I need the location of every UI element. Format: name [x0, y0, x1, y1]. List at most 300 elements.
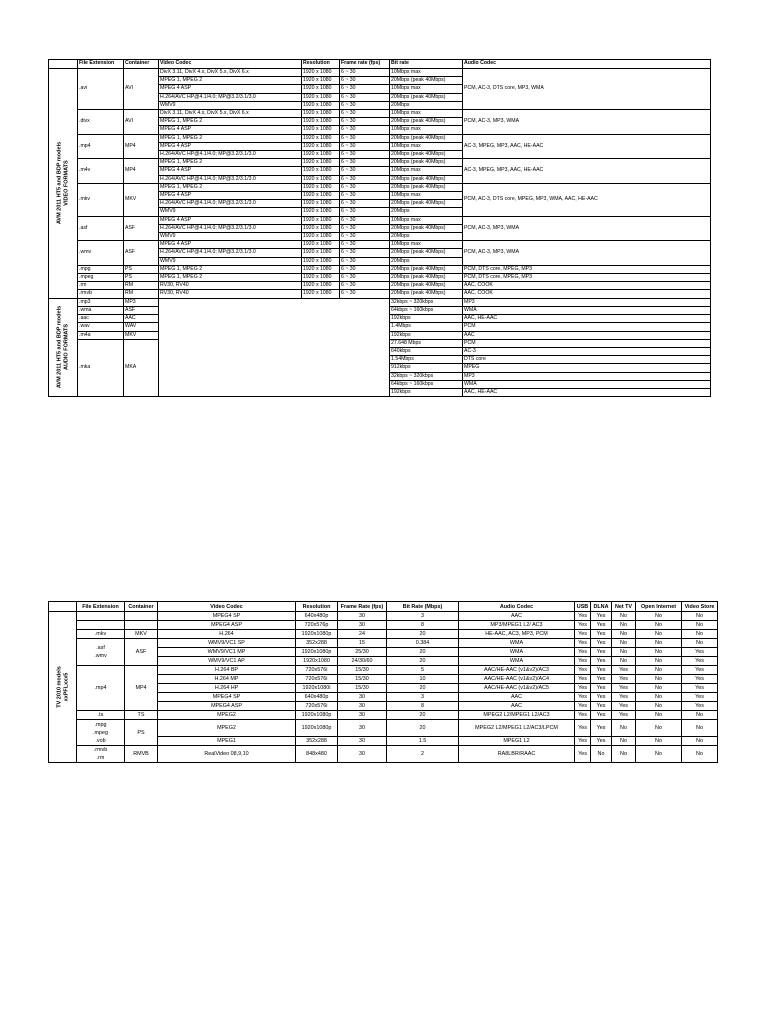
column-header: Frame Rate (fps) — [338, 602, 387, 612]
bit-rate: 1.4Mbps — [390, 323, 463, 331]
video-codec: MPEG 1, MPEG 2 — [159, 183, 302, 191]
file-extension: .ts — [77, 711, 125, 720]
video-codec: MPEG4 ASP — [158, 702, 296, 711]
usb-support: Yes — [575, 621, 591, 630]
video-store-support: No — [682, 621, 718, 630]
bit-rate: 20Mbps (peak 40Mbps) — [390, 134, 463, 142]
resolution: 1920 x 1080 — [302, 118, 340, 126]
video-codec: WMV9 — [159, 233, 302, 241]
container: ASF — [125, 639, 158, 666]
bit-rate: 20Mbps (peak 40Mbps) — [390, 93, 463, 101]
usb-support: Yes — [575, 630, 591, 639]
table-row — [49, 69, 711, 77]
table-row — [49, 159, 711, 167]
audio-codec: PCM, AC-3, MP3, WMA — [463, 110, 711, 135]
usb-support: Yes — [575, 666, 591, 675]
usb-support: Yes — [575, 684, 591, 693]
audio-codec: MPEG1 L2 — [459, 737, 575, 746]
frame-rate: 30 — [338, 711, 387, 720]
tv-formats-table — [48, 601, 718, 763]
video-codec: H.264/AVC HP@4.1/4.0; MP@3.2/3.1/3.0 — [159, 151, 302, 159]
dlna-support: Yes — [591, 612, 612, 621]
table-row — [49, 746, 718, 763]
audio-section-label-line1: AVM 2011 HT5 and BDP models — [56, 306, 63, 389]
video-codec: MPEG2 — [158, 720, 296, 737]
usb-support: Yes — [575, 639, 591, 648]
dlna-support: Yes — [591, 675, 612, 684]
file-extension: .mkv — [78, 183, 124, 216]
bit-rate: 192kbps — [390, 331, 463, 339]
bit-rate: 20Mbps (peak 40Mbps) — [390, 282, 463, 290]
bit-rate: 20Mbps (peak 40Mbps) — [390, 224, 463, 232]
blank-area — [159, 298, 390, 396]
audio-codec: AAC, COOK — [463, 290, 711, 298]
video-section-label-line2: VIDEO FORMATS — [63, 160, 69, 207]
video-codec: MPEG 4 ASP — [159, 85, 302, 93]
frame-rate: 6 ~ 30 — [340, 151, 390, 159]
frame-rate: 6 ~ 30 — [340, 159, 390, 167]
net-tv-support: No — [612, 630, 636, 639]
audio-codec: PCM, DTS core, MPEG, MP3 — [463, 265, 711, 273]
resolution: 1920 x 1080 — [302, 69, 340, 77]
table-row — [49, 282, 711, 290]
video-store-support: Yes — [682, 684, 718, 693]
bit-rate: 20 — [387, 630, 459, 639]
file-extension: .rm — [78, 282, 124, 290]
net-tv-support: Yes — [612, 666, 636, 675]
bit-rate: 20Mbps (peak 40Mbps) — [390, 265, 463, 273]
frame-rate: 6 ~ 30 — [340, 192, 390, 200]
video-codec: MPEG 4 ASP — [159, 241, 302, 249]
frame-rate: 6 ~ 30 — [340, 101, 390, 109]
usb-support: Yes — [575, 657, 591, 666]
resolution: 720x576i — [296, 675, 338, 684]
file-extension: .wma — [78, 306, 124, 314]
file-extension: .asf .wmv — [77, 639, 125, 666]
table-row — [49, 110, 711, 118]
tv-section-label — [49, 612, 77, 763]
column-header: Container — [125, 602, 158, 612]
dlna-support: Yes — [591, 639, 612, 648]
open-internet-support: No — [636, 657, 682, 666]
dlna-support: Yes — [591, 720, 612, 737]
dlna-support: Yes — [591, 737, 612, 746]
open-internet-support: No — [636, 684, 682, 693]
open-internet-support: No — [636, 630, 682, 639]
audio-section-label — [49, 298, 78, 396]
frame-rate: 6 ~ 30 — [340, 200, 390, 208]
frame-rate: 6 ~ 30 — [340, 126, 390, 134]
video-section-label-line1: AVM 2011 HT5 and BDP models — [56, 142, 63, 225]
bit-rate: 3 — [387, 612, 459, 621]
frame-rate: 6 ~ 30 — [340, 216, 390, 224]
resolution: 640x480p — [296, 612, 338, 621]
column-header: Resolution — [302, 60, 340, 69]
resolution: 1920 x 1080 — [302, 101, 340, 109]
table-row — [49, 639, 718, 648]
table-row — [49, 612, 718, 621]
bit-rate: 3 — [387, 693, 459, 702]
video-codec: MPEG 4 ASP — [159, 142, 302, 150]
frame-rate: 6 ~ 30 — [340, 142, 390, 150]
bit-rate: 20Mbps (peak 40Mbps) — [390, 290, 463, 298]
resolution: 1920 x 1080 — [302, 249, 340, 257]
file-extension: .mpeg — [78, 274, 124, 282]
video-codec: WMV9/VC1 SP — [158, 639, 296, 648]
frame-rate: 6 ~ 30 — [340, 257, 390, 265]
resolution: 1920x1080p — [296, 630, 338, 639]
frame-rate: 30 — [338, 693, 387, 702]
file-extension: .avi — [78, 69, 124, 110]
video-codec: DivX 3.11, DivX 4.x, DivX 5.x, DivX 6.x — [159, 110, 302, 118]
net-tv-support: No — [612, 648, 636, 657]
container: PS — [124, 274, 159, 282]
file-extension: .mpg .mpeg .vob — [77, 720, 125, 746]
audio-codec: WMA — [459, 648, 575, 657]
bit-rate: 20 — [387, 684, 459, 693]
video-store-support: Yes — [682, 657, 718, 666]
audio-codec: WMA — [463, 306, 711, 314]
container: MKA — [124, 339, 159, 396]
column-header: Audio Codec — [463, 60, 711, 69]
container: MP4 — [124, 159, 159, 184]
video-codec: H.264 — [158, 630, 296, 639]
file-extension: .divx — [78, 110, 124, 135]
net-tv-support: No — [612, 720, 636, 737]
bit-rate: 20Mbps (peak 40Mbps) — [390, 274, 463, 282]
file-extension: .m4a — [78, 331, 124, 339]
bit-rate: 10 — [387, 675, 459, 684]
bit-rate: 32kbps ~ 320kbps — [390, 298, 463, 306]
corner-cell — [49, 60, 78, 69]
resolution: 1920 x 1080 — [302, 200, 340, 208]
column-header: File Extension — [77, 602, 125, 612]
frame-rate: 6 ~ 30 — [340, 183, 390, 191]
bit-rate: 5 — [387, 666, 459, 675]
open-internet-support: No — [636, 675, 682, 684]
resolution: 1920 x 1080 — [302, 159, 340, 167]
bit-rate: 8 — [387, 621, 459, 630]
table-row — [49, 134, 711, 142]
video-codec: MPEG 4 ASP — [159, 216, 302, 224]
audio-codec: MPEG — [463, 364, 711, 372]
resolution: 1920 x 1080 — [302, 85, 340, 93]
audio-section-label-text — [57, 306, 70, 388]
resolution: 1920x1080p — [296, 720, 338, 737]
file-extension: .mp4 — [77, 666, 125, 711]
container: WAV — [124, 323, 159, 331]
bit-rate: 10Mbps max — [390, 216, 463, 224]
container: AVI — [124, 110, 159, 135]
video-codec: MPEG2 — [158, 711, 296, 720]
frame-rate: 6 ~ 30 — [340, 282, 390, 290]
audio-codec: AAC — [459, 612, 575, 621]
frame-rate: 30 — [338, 746, 387, 763]
table-row — [49, 711, 718, 720]
frame-rate: 6 ~ 30 — [340, 110, 390, 118]
resolution: 720x576i — [296, 702, 338, 711]
video-codec: WMV9 — [159, 101, 302, 109]
corner-cell — [49, 602, 77, 612]
bit-rate: 10Mbps max — [390, 126, 463, 134]
bit-rate: 192kbps — [390, 315, 463, 323]
video-codec: H.264/AVC HP@4.1/4.0; MP@3.2/3.1/3.0 — [159, 249, 302, 257]
file-extension: .mp4 — [78, 134, 124, 159]
file-extension: .mp3 — [78, 298, 124, 306]
dlna-support: Yes — [591, 630, 612, 639]
audio-codec: PCM, AC-3, DTS core, MPEG, MP3, WMA, AAC, HE-AAC — [463, 183, 711, 216]
audio-codec: AAC, COOK — [463, 282, 711, 290]
open-internet-support: No — [636, 711, 682, 720]
net-tv-support: No — [612, 746, 636, 763]
net-tv-support: Yes — [612, 684, 636, 693]
usb-support: Yes — [575, 711, 591, 720]
video-section-label — [49, 69, 78, 299]
video-codec: H.264/AVC HP@4.1/4.0; MP@3.2/3.1/3.0 — [159, 224, 302, 232]
tv-section-label-line2: xxPFLxxx5 — [62, 672, 69, 702]
tv-section-label-line1: TV 2010 models — [56, 666, 62, 708]
file-extension — [77, 612, 125, 621]
open-internet-support: No — [636, 746, 682, 763]
audio-codec: PCM, AC-3, MP3, WMA — [463, 241, 711, 266]
resolution: 1920 x 1080 — [302, 77, 340, 85]
column-header: Net TV — [612, 602, 636, 612]
bit-rate: 10Mbps max — [390, 69, 463, 77]
net-tv-support: Yes — [612, 675, 636, 684]
container: AAC — [124, 315, 159, 323]
resolution: 1920 x 1080 — [302, 183, 340, 191]
net-tv-support: No — [612, 737, 636, 746]
open-internet-support: No — [636, 621, 682, 630]
video-codec: RV30, RV40 — [159, 290, 302, 298]
container: MKV — [125, 630, 158, 639]
file-extension: .wmv — [78, 241, 124, 266]
container: MP4 — [125, 666, 158, 711]
net-tv-support: No — [612, 657, 636, 666]
container: ASF — [124, 306, 159, 314]
audio-codec: AC-3, MPEG, MP3, AAC, HE-AAC — [463, 134, 711, 159]
video-codec: MPEG 1, MPEG 2 — [159, 274, 302, 282]
resolution: 1920 x 1080 — [302, 110, 340, 118]
table-row — [49, 216, 711, 224]
resolution: 1920 x 1080 — [302, 93, 340, 101]
frame-rate: 6 ~ 30 — [340, 77, 390, 85]
table-row — [49, 241, 711, 249]
file-extension: .rmvb — [78, 290, 124, 298]
resolution: 1920x1080p — [296, 648, 338, 657]
dlna-support: Yes — [591, 648, 612, 657]
video-codec: MPEG 4 ASP — [159, 192, 302, 200]
video-codec: DivX 3.11, DivX 4.x, DivX 5.x, DivX 6.x — [159, 69, 302, 77]
bit-rate: 10Mbps max — [390, 241, 463, 249]
bit-rate: 20Mbps — [390, 233, 463, 241]
column-header: Bit rate — [390, 60, 463, 69]
audio-codec: AAC/HE-AAC (v1&v2)/AC3 — [459, 666, 575, 675]
column-header: Video Store — [682, 602, 718, 612]
bit-rate: 20 — [387, 657, 459, 666]
column-header: DLNA — [591, 602, 612, 612]
container: ASF — [124, 216, 159, 241]
file-extension: .wav — [78, 323, 124, 331]
resolution: 1920x1080p — [296, 711, 338, 720]
audio-codec: DTS core — [463, 356, 711, 364]
container: MP3 — [124, 298, 159, 306]
frame-rate: 30 — [338, 720, 387, 737]
dlna-support: Yes — [591, 684, 612, 693]
frame-rate: 6 ~ 30 — [340, 290, 390, 298]
audio-section-label-line2: AUDIO FORMATS — [63, 324, 69, 371]
bit-rate: 912kbps — [390, 364, 463, 372]
video-codec: H.264/AVC HP@4.1/4.0; MP@3.2/3.1/3.0 — [159, 175, 302, 183]
bit-rate: 10Mbps max — [390, 85, 463, 93]
bit-rate: 10Mbps max — [390, 192, 463, 200]
container: PS — [124, 265, 159, 273]
table-row — [49, 274, 711, 282]
frame-rate: 6 ~ 30 — [340, 134, 390, 142]
open-internet-support: No — [636, 666, 682, 675]
video-store-support: No — [682, 630, 718, 639]
bit-rate: 20Mbps (peak 40Mbps) — [390, 151, 463, 159]
audio-codec: WMA — [459, 657, 575, 666]
audio-codec: WMA — [459, 639, 575, 648]
frame-rate: 6 ~ 30 — [340, 274, 390, 282]
video-store-support: Yes — [682, 675, 718, 684]
video-codec: MPEG 1, MPEG 2 — [159, 77, 302, 85]
dlna-support: Yes — [591, 702, 612, 711]
file-extension: .mpg — [78, 265, 124, 273]
usb-support: Yes — [575, 737, 591, 746]
frame-rate: 6 ~ 30 — [340, 265, 390, 273]
bit-rate: 1.5 — [387, 737, 459, 746]
video-store-support: Yes — [682, 693, 718, 702]
frame-rate: 30 — [338, 737, 387, 746]
dlna-support: Yes — [591, 666, 612, 675]
video-codec: MPEG 1, MPEG 2 — [159, 118, 302, 126]
resolution: 1920 x 1080 — [302, 208, 340, 216]
audio-codec: AC-3 — [463, 347, 711, 355]
column-header: USB — [575, 602, 591, 612]
audio-codec: AAC/HE-AAC (v1&v2)/AC5 — [459, 684, 575, 693]
open-internet-support: No — [636, 737, 682, 746]
audio-codec: RA8LBR/RAAC — [459, 746, 575, 763]
frame-rate: 15/30 — [338, 666, 387, 675]
audio-codec: AAC — [463, 331, 711, 339]
container: AVI — [124, 69, 159, 110]
resolution: 1920 x 1080 — [302, 175, 340, 183]
open-internet-support: No — [636, 648, 682, 657]
resolution: 1920 x 1080 — [302, 257, 340, 265]
table-row — [49, 630, 718, 639]
dlna-support: Yes — [591, 693, 612, 702]
bit-rate: 20Mbps — [390, 101, 463, 109]
container: PS — [125, 720, 158, 746]
frame-rate: 25/30 — [338, 648, 387, 657]
audio-codec: PCM — [463, 323, 711, 331]
bit-rate: 2 — [387, 746, 459, 763]
bit-rate: 20Mbps — [390, 208, 463, 216]
frame-rate: 30 — [338, 702, 387, 711]
resolution: 1920 x 1080 — [302, 192, 340, 200]
container: RMVB — [125, 746, 158, 763]
dlna-support: Yes — [591, 657, 612, 666]
column-header: Audio Codec — [459, 602, 575, 612]
table-row — [49, 183, 711, 191]
audio-codec: AAC — [459, 693, 575, 702]
video-codec: MPEG 4 ASP — [159, 126, 302, 134]
resolution: 1920 x 1080 — [302, 274, 340, 282]
audio-codec: WMA — [463, 380, 711, 388]
bit-rate: 20Mbps (peak 40Mbps) — [390, 159, 463, 167]
bit-rate: 20Mbps (peak 40Mbps) — [390, 175, 463, 183]
video-store-support: No — [682, 737, 718, 746]
dlna-support: No — [591, 746, 612, 763]
column-header: Video Codec — [158, 602, 296, 612]
open-internet-support: No — [636, 639, 682, 648]
video-codec: MPEG4 SP — [158, 693, 296, 702]
audio-codec: HE-AAC, AC3, MP3, PCM — [459, 630, 575, 639]
video-codec: WMV9 — [159, 257, 302, 265]
container: TS — [125, 711, 158, 720]
audio-codec: AAC — [459, 702, 575, 711]
video-codec: MPEG 4 ASP — [159, 167, 302, 175]
bit-rate: 0.384 — [387, 639, 459, 648]
bit-rate: 32kbps ~ 320kbps — [390, 372, 463, 380]
frame-rate: 30 — [338, 621, 387, 630]
video-codec: MPEG 1, MPEG 2 — [159, 134, 302, 142]
frame-rate: 15/30 — [338, 675, 387, 684]
open-internet-support: No — [636, 612, 682, 621]
column-header: Resolution — [296, 602, 338, 612]
table-row — [49, 666, 718, 675]
container — [125, 621, 158, 630]
audio-codec: PCM — [463, 339, 711, 347]
audio-codec: AAC/HE-AAC (v1&v2)/AC4 — [459, 675, 575, 684]
bit-rate: 20Mbps (peak 40Mbps) — [390, 249, 463, 257]
resolution: 720x576i — [296, 666, 338, 675]
resolution: 848x480 — [296, 746, 338, 763]
container: ASF — [124, 241, 159, 266]
frame-rate: 6 ~ 30 — [340, 175, 390, 183]
container: RM — [124, 282, 159, 290]
resolution: 1920 x 1080 — [302, 167, 340, 175]
bit-rate: 8 — [387, 702, 459, 711]
frame-rate: 6 ~ 30 — [340, 69, 390, 77]
video-section-label-text — [57, 142, 70, 224]
usb-support: Yes — [575, 612, 591, 621]
file-extension: .rmvb .rm — [77, 746, 125, 763]
resolution: 720x576p — [296, 621, 338, 630]
audio-codec: AC-3, MPEG, MP3, AAC, HE-AAC — [463, 159, 711, 184]
resolution: 1920 x 1080 — [302, 224, 340, 232]
video-store-support: No — [682, 639, 718, 648]
audio-codec: MP3 — [463, 298, 711, 306]
net-tv-support: No — [612, 621, 636, 630]
frame-rate: 6 ~ 30 — [340, 93, 390, 101]
container: MP4 — [124, 134, 159, 159]
open-internet-support: No — [636, 693, 682, 702]
frame-rate: 15/30 — [338, 684, 387, 693]
bit-rate: 10Mbps max — [390, 167, 463, 175]
video-codec: MPEG 1, MPEG 2 — [159, 159, 302, 167]
column-header: Bit Rate (Mbps) — [387, 602, 459, 612]
audio-codec: AAC, HE-AAC — [463, 388, 711, 396]
column-header: Video Codec — [159, 60, 302, 69]
column-header: Open Internet — [636, 602, 682, 612]
usb-support: Yes — [575, 648, 591, 657]
bit-rate: 20Mbps — [390, 257, 463, 265]
container — [125, 612, 158, 621]
video-codec: WMV9/VC1 MP — [158, 648, 296, 657]
